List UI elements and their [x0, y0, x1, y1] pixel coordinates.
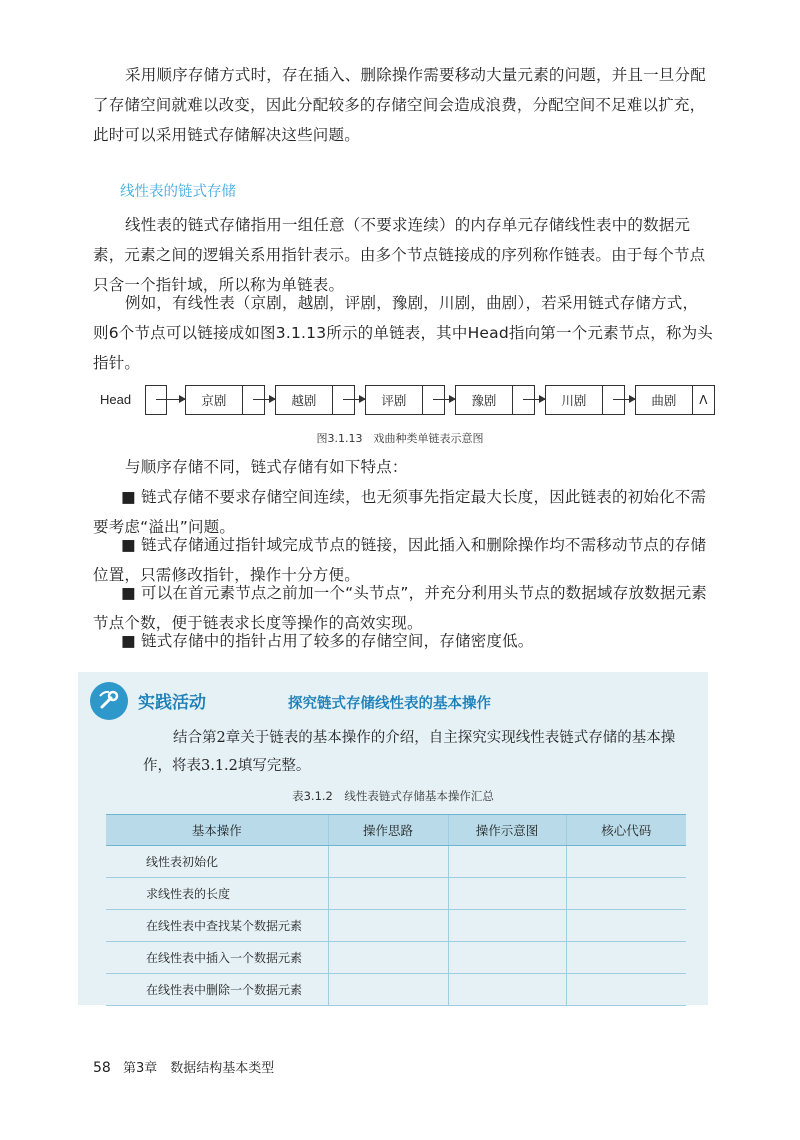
activity-logo-icon: [90, 682, 128, 720]
list-node: [455, 385, 535, 415]
activity-subtitle: 探究链式存储线性表的基本操作: [288, 696, 491, 712]
bullet-item: ■ 链式存储通过指针域完成节点的链接，因此插入和删除操作均不需移动节点的存储位置，只需修改指针，操作十分方便。: [93, 536, 707, 584]
node-pointer: [423, 386, 444, 414]
blank-cell[interactable]: [328, 974, 448, 1006]
operation-name: 线性表初始化: [106, 846, 328, 878]
blank-cell[interactable]: [328, 910, 448, 942]
paragraph-features-intro: 与顺序存储不同，链式存储有如下特点：: [125, 458, 408, 476]
blank-cell[interactable]: [448, 942, 566, 974]
table-row: [106, 974, 686, 1006]
operation-name: 在线性表中查找某个数据元素: [106, 910, 328, 942]
page-footer: [93, 1057, 274, 1076]
blank-cell[interactable]: [328, 878, 448, 910]
figure-caption: 图3.1.13 戏曲种类单链表示意图: [316, 432, 484, 445]
blank-cell[interactable]: [566, 910, 686, 942]
table-row: [106, 878, 686, 910]
activity-instructions: 结合第2章关于链表的基本操作的介绍，自主探究实现线性表链式存储的基本操作，将表3.1.2填写完整。: [143, 730, 676, 774]
table-row: [106, 846, 686, 878]
bullet-item: ■ 可以在首元素节点之前加一个“头节点”，并充分利用头节点的数据域存放数据元素节点个数，便于链表求长度等操作的高效实现。: [93, 584, 707, 632]
wrench-icon: [96, 688, 122, 714]
operations-table: [106, 814, 686, 1006]
list-node-last: [635, 385, 715, 415]
header-basic-operation: 基本操作: [106, 815, 328, 846]
head-pointer-box: [145, 385, 167, 415]
node-data: 川剧: [546, 386, 603, 414]
header-approach: 操作思路: [328, 815, 448, 846]
node-data: 京剧: [186, 386, 243, 414]
linked-list-figure: [100, 385, 720, 417]
arrow: [156, 399, 185, 400]
arrow: [613, 399, 635, 400]
node-data: 曲剧: [636, 386, 693, 414]
arrow: [433, 399, 455, 400]
arrow: [253, 399, 275, 400]
blank-cell[interactable]: [566, 942, 686, 974]
blank-cell[interactable]: [566, 878, 686, 910]
node-data: 评剧: [366, 386, 423, 414]
blank-cell[interactable]: [328, 846, 448, 878]
blank-cell[interactable]: [566, 974, 686, 1006]
operation-name: 求线性表的长度: [106, 878, 328, 910]
table-row: [106, 942, 686, 974]
chapter-title: 第3章 数据结构基本类型: [122, 1061, 275, 1076]
paragraph-example: 例如，有线性表（京剧，越剧，评剧，豫剧，川剧，曲剧），若采用链式存储方式，则6个节点可以链接成如图3.1.13所示的单链表，其中Head指向第一个元素节点，称为头指针。: [93, 294, 713, 372]
table-header-row: [106, 815, 686, 846]
node-pointer: [513, 386, 534, 414]
node-data: 越剧: [276, 386, 333, 414]
blank-cell[interactable]: [448, 878, 566, 910]
blank-cell[interactable]: [328, 942, 448, 974]
blank-cell[interactable]: [448, 974, 566, 1006]
paragraph-linked-definition: 线性表的链式存储指用一组任意（不要求连续）的内存单元存储线性表中的数据元素，元素之间的逻辑关系用指针表示。由多个节点链接成的序列称作链表。由于每个节点只含一个指针域，所以称为单链表。: [93, 216, 706, 294]
bullet-item: ■ 链式存储中的指针占用了较多的存储空间，存储密度低。: [121, 632, 534, 650]
section-heading: 线性表的链式存储: [120, 184, 236, 200]
operation-name: 在线性表中删除一个数据元素: [106, 974, 328, 1006]
node-data: 豫剧: [456, 386, 513, 414]
arrow: [523, 399, 545, 400]
activity-title: 实践活动: [138, 693, 206, 713]
node-pointer: [333, 386, 354, 414]
blank-cell[interactable]: [448, 910, 566, 942]
node-pointer: [603, 386, 624, 414]
blank-cell[interactable]: [566, 846, 686, 878]
header-core-code: 核心代码: [566, 815, 686, 846]
table-caption: 表3.1.2 线性表链式存储基本操作汇总: [292, 789, 494, 803]
arrow: [343, 399, 365, 400]
table-row: [106, 910, 686, 942]
blank-cell[interactable]: [448, 846, 566, 878]
paragraph-storage-problem: 采用顺序存储方式时，存在插入、删除操作需要移动大量元素的问题，并且一旦分配了存储空间就难以改变，因此分配较多的存储空间会造成浪费，分配空间不足难以扩充，此时可以采用链式存储解决这些问题。: [93, 66, 706, 144]
page-number: 58: [93, 1060, 111, 1076]
practice-activity-box: [78, 672, 708, 1005]
list-node: [275, 385, 355, 415]
head-label: Head: [100, 392, 132, 407]
list-node: [185, 385, 265, 415]
list-node: [365, 385, 445, 415]
node-pointer: [243, 386, 264, 414]
operation-name: 在线性表中插入一个数据元素: [106, 942, 328, 974]
null-pointer: Λ: [699, 393, 708, 407]
list-node: [545, 385, 625, 415]
bullet-item: ■ 链式存储不要求存储空间连续，也无须事先指定最大长度，因此链表的初始化不需要考虑“溢出”问题。: [93, 488, 707, 536]
header-diagram: 操作示意图: [448, 815, 566, 846]
